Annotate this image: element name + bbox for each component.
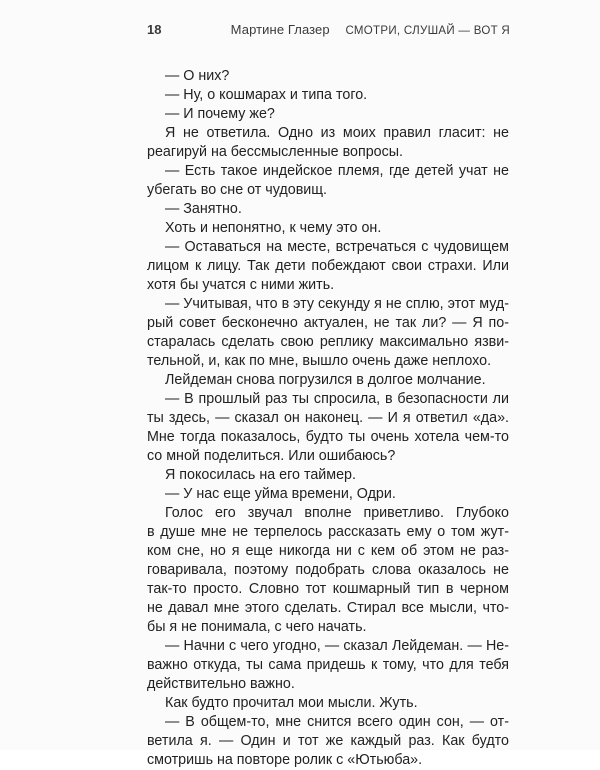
text-line: — В общем-то, мне снится всего один сон, — от- <box>165 714 509 730</box>
text-line: Голос его звучал вполне приветливо. Глубоко <box>165 505 509 521</box>
text-line: Я покосилась на его таймер. <box>165 467 356 483</box>
text-line: — Учитывая, что в эту секунду я не сплю, этот муд- <box>165 296 509 312</box>
text-line: в душе мне не терпелось рассказать ему о том жут- <box>147 524 509 540</box>
text-line: реагируй на бессмысленные вопросы. <box>147 144 404 160</box>
body-text <box>147 67 509 770</box>
page-header <box>147 22 510 42</box>
text-line: бы я не понимала, с чего начать. <box>147 619 367 635</box>
text-line: важно откуда, ты сама придешь к тому, что для тебя <box>147 657 509 673</box>
text-line: Мне тогда показалось, будто ты очень хотела чем-то <box>147 429 509 445</box>
text-line: смотришь на повторе ролик с «Ютьюба». <box>147 752 423 768</box>
text-line: тельной, и, как по мне, вышло очень даже неплохо. <box>147 353 492 369</box>
text-line: со мной поделиться. Или ошибаюсь? <box>147 448 396 464</box>
text-line: — Занятно. <box>165 201 242 217</box>
text-line: так-то просто. Словно тот кошмарный тип в черном <box>147 581 509 597</box>
text-line: — Начни с чего угодно, — сказал Лейдеман. — Не- <box>165 638 509 654</box>
text-line: говаривала, поэтому подобрать слова оказалось не <box>147 562 509 578</box>
text-line: — У нас еще уйма времени, Одри. <box>165 486 396 502</box>
text-line: ком сне, но я еще никогда ни с кем об этом не раз- <box>147 543 509 559</box>
text-line: — И почему же? <box>165 106 275 122</box>
page-number: 18 <box>147 22 162 37</box>
text-line: ветила я. — Один и тот же каждый раз. Как будто <box>147 733 509 749</box>
text-line: — Ну, о кошмарах и типа того. <box>165 87 368 103</box>
author-name: Мартине Глазер <box>230 22 330 37</box>
running-head <box>231 22 510 37</box>
text-line: — Есть такое индейское племя, где детей учат не <box>165 163 509 179</box>
text-line: хотя бы учатся с ними жить. <box>147 277 335 293</box>
text-line: Лейдеман снова погрузился в долгое молчание. <box>165 372 486 388</box>
text-line: — В прошлый раз ты спросила, в безопасности ли <box>165 391 509 407</box>
text-line: рый совет бесконечно актуален, не так ли? — Я по- <box>147 315 509 331</box>
text-line: лицом к лицу. Так дети побеждают свои страхи. Или <box>147 258 509 274</box>
text-line: не давал мне этого сделать. Стирал все мысли, что- <box>147 600 509 616</box>
text-line: действительно важно. <box>147 676 295 692</box>
text-line: — Оставаться на месте, встречаться с чудовищем <box>165 239 509 255</box>
book-title: СМОТРИ, СЛУШАЙ — ВОТ Я <box>345 25 510 37</box>
text-line: ты здесь, — сказал он наконец. — И я ответил «да». <box>147 410 509 426</box>
text-line: Я не ответила. Одно из моих правил гласит: не <box>165 125 509 141</box>
text-line: старалась сделать свою реплику максимально язви- <box>147 334 509 350</box>
text-line: Как будто прочитал мои мысли. Жуть. <box>165 695 418 711</box>
text-line: убегать во сне от чудовищ. <box>147 182 328 198</box>
text-line: — О них? <box>165 68 230 84</box>
text-line: Хоть и непонятно, к чему это он. <box>165 220 382 236</box>
